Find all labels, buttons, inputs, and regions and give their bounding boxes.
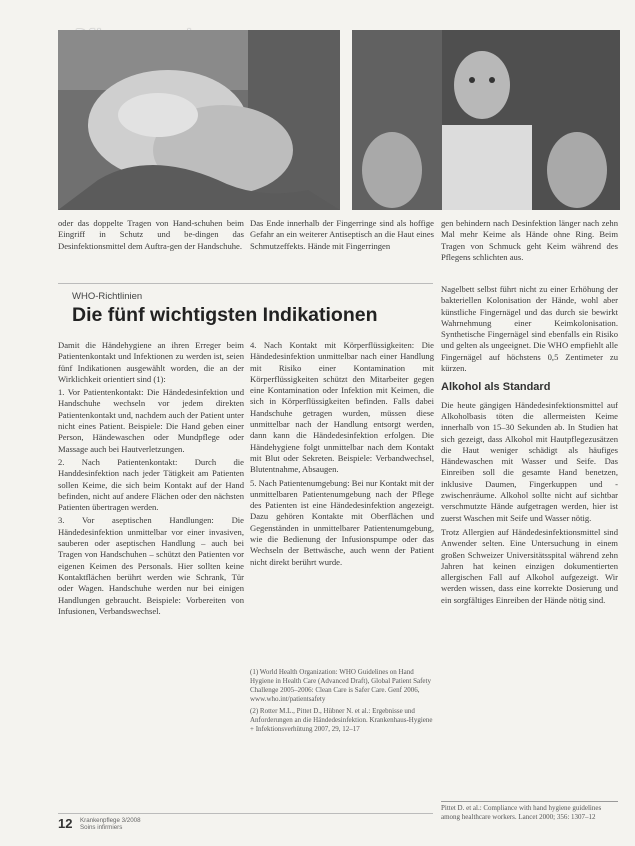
indication-item-5: 5. Nach Patientenumgebung: Bei nur Kontakt mit der unmittelbaren Patientenumgebung nach der Pflege des Patienten ist eine Händedesinfektion angezeigt. Dazu gehören Kontakte mit Oberflächen und Gegenständen in unmittelbarer Patientenumgebung, wie die Bedienung der Infusionspumpe oder das Wechseln der Bettwäsche, auch wenn der Patient nicht direkt berührt wurde.: [250, 477, 434, 567]
indication-item-1: 1. Vor Patientenkontakt: Die Händedesinfektion und Handschuhe wechseln vor jedem direkten Patientenkontakt und, nachdem auch der Patient unter nicht eines Patient. Beispiele: Die Hand geben einer Person, Händewaschen oder Mundpflege oder Massage auch bei Hautverletzungen.: [58, 387, 244, 454]
col3-para-3: Trotz Allergien auf Händedesinfektionsmittel sind Anwender selten. Eine Untersuchung in einem großen Schweizer Universitätsspital während zehn Jahren hat keinen einzigen dokumentierten allergischen Fall auf Alkohol aufgezeigt. Wir werden wissen, dass eine korrekte Dosierung und ein sorgfältiges Einreiben der Hände nötig sind.: [441, 526, 618, 605]
col3-para-2: Die heute gängigen Händedesinfektionsmittel auf Alkoholbasis töten die allermeisten Keime innerhalb von 15–30 Sekunden ab. In Studien hat sich gezeigt, dass Alkohol mit Hautpflegezusätzen die Haut weniger schädigt als häufiges Händewaschen mit Wasser und Seife. Das Einreiben soll die gesamte Hand benetzen, inklusive Daumen, Fingerkuppen und -zwischenräume. Alkohol sollte nicht auf sichtbar verschmutzte Hände aufgetragen werden, hier ist zuerst Waschen mit Seife und Wasser nötig.: [441, 399, 618, 523]
indication-item-2: 2. Nach Patientenkontakt: Durch die Handdesinfektion nach jeder Tätigkeit am Patienten sollen Keime, die sich beim Kontakt auf der Hand befinden, nicht auf andere Flächen oder den nächsten Patienten übertragen werden.: [58, 456, 244, 513]
indications-list-1: [58, 387, 244, 617]
footer-rule: [58, 813, 433, 814]
footer-info: [80, 817, 141, 831]
intro-text-col2: Das Ende innerhalb der Fingerringe sind als hoffige Gefahr an ein weiterer Antiseptisch an die Haut eines Schmutzeffekts. Hände mit Fingerringen: [250, 218, 434, 251]
box-intro: Damit die Händehygiene an ihren Erreger beim Patientenkontakt und Infektionen zu werden ist, seien fünf Indikationen ausgewählt worden, die an der Wirklichkeit orientiert sind (1):: [58, 340, 244, 384]
box-column-1: [58, 340, 244, 810]
indication-item-3: 3. Vor aseptischen Handlungen: Die Händedesinfektion unmittelbar vor einer invasiven, sauberen oder aseptischen Handlung – auch bei Tragen von Handschuhen – schützt den Patienten vor eigenen Keimen des Personals. Hier sollten keine Kontaktflächen berührt werden wie Schrank, Tür oder Wagen. Handschuhe werden nur bei einigen Handlungen gebraucht. Beispiele: Vorbereiten von Infusionen, Verbandswechsel.: [58, 515, 244, 616]
main-text-col3: [441, 284, 618, 798]
footnote-2: (2) Rotter M.L., Pittet D., Hübner N. et al.: Ergebnisse und Anforderungen an die Händedesinfektion. Krankenhaus-Hygiene + Infektionsverhütung 2007, 29, 12–17: [250, 707, 433, 733]
col3-para-1: Nagelbett selbst führt nicht zu einer Erhöhung der bakteriellen Kolonisation der Hände, wohl aber künstliche Fingernägel und das durch sie bewirkt Wahrnehmung einer Keimkolonisation. Synthetische Fingernägel sind ebenfalls ein Risiko und gelten als ungeeignet. Die WHO empfiehlt alle Fingernägel auf höchstens 0,5 Zentimeter zu kürzen.: [441, 284, 618, 374]
box-kicker: WHO-Richtlinien: [72, 291, 143, 302]
page-number: 12: [58, 816, 73, 831]
intro-text-col1: oder das doppelte Tragen von Hand-schuhen beim Eingriff in Schutz und be-dingen das Desinfektionsmittel dem Auftra-gen der Handschuhe.: [58, 218, 244, 251]
photo-hands-disinfection: [58, 30, 340, 210]
indication-item-4: 4. Nach Kontakt mit Körperflüssigkeiten: Die Händedesinfektion unmittelbar nach einer Handlung mit Risiko einer Kontamination mit Körperflüssigkeiten schützt den Mitarbeiter gegen eine Kontamination oder Infektion mit Keimen, die sich in Körperflüssigkeiten befinden. Falls dabei Handschuhe getragen wurden, müssen diese unmittelbar nach der Handlung entsorgt werden, dann kann die Händedesinfektion erfolgen. Die Händehygiene folgt unmittelbar nach dem Kontakt mit Blut oder Sekreten. Beispiele: Verbandwechsel, Blutentnahme, Absaugen.: [250, 340, 434, 475]
photo-person-hands-raised: [352, 30, 620, 210]
footer-info-line-2: Soins infirmiers: [80, 824, 123, 831]
indications-list-2: [250, 340, 434, 568]
col3-subheading: Alkohol als Standard: [441, 381, 551, 394]
footnote-1: (1) World Health Organization: WHO Guidelines on Hand Hygiene in Health Care (Advanced Draft), Global Patient Safety Challenge 2005–2006: Clean Care is Safer Care. Genf 2006, www.who.int/patientsafety: [250, 668, 431, 703]
photo-person-illustration: [352, 30, 620, 210]
col3-footnote: Pittet D. et al.: Compliance with hand hygiene guidelines among healthcare workers. Lancet 2000; 356: 1307–12: [441, 801, 618, 822]
intro-text-col3: gen behindern nach Desinfektion länger nach zehn Mal mehr Keime als Hände ohne Ring. Beim Tragen von Schmuck geht Keim während des Pflegens schlichten aus.: [441, 218, 618, 262]
box-footnotes: [250, 668, 434, 737]
box-headline: Die fünf wichtigsten Indikationen: [72, 304, 378, 326]
box-column-2: [250, 340, 434, 662]
footer-info-line-1: Krankenpflege 3/2008: [80, 817, 141, 824]
photo-hands-illustration: [58, 30, 340, 210]
